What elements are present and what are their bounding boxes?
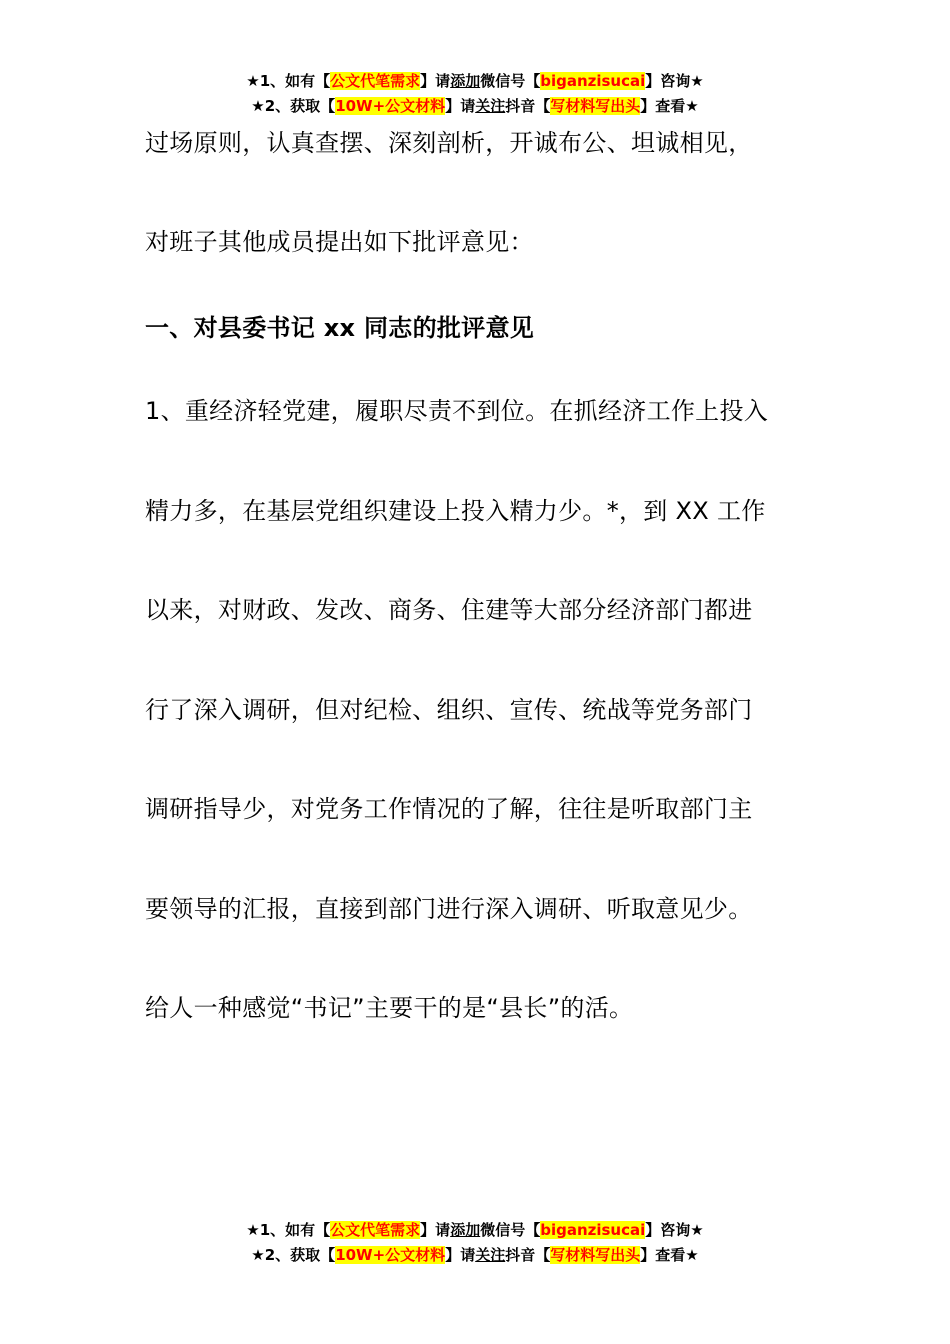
promo-text: 】请 [420,72,451,90]
body-line: 过场原则，认真查摆、深刻剖析，开诚布公、坦诚相见， [145,129,753,157]
promo-text: 抖音【 [505,97,551,115]
body-line: 行了深入调研，但对纪检、组织、宣传、统战等党务部门 [145,696,753,724]
promo-highlight: 10W+公文材料 [335,1246,446,1264]
promo-line-2 [0,94,950,119]
promo-wechat-id: biganzisucai [540,1221,646,1239]
promo-douyin-id: 写材料写出头 [550,97,641,115]
promo-text: ★1、如有【 [246,1221,331,1239]
body-line: 要领导的汇报，直接到部门进行深入调研、听取意见少。 [145,895,753,923]
promo-underlined: 关注 [475,97,506,115]
promo-line-2 [0,1243,950,1268]
promo-wechat-id: biganzisucai [540,72,646,90]
body-line: 以来，对财政、发改、商务、住建等大部分经济部门都进 [145,596,753,624]
promo-highlight: 公文代笔需求 [330,1221,421,1239]
top-promo-banner [0,69,950,119]
promo-text: 】咨询★ [645,72,704,90]
body-line: 给人一种感觉“书记”主要干的是“县长”的活。 [145,994,634,1022]
body-line: 对班子其他成员提出如下批评意见： [145,228,534,256]
bottom-promo-banner [0,1218,950,1268]
promo-text: 】请 [420,1221,451,1239]
promo-text: 抖音【 [505,1246,551,1264]
promo-text: 】查看★ [640,97,699,115]
promo-line-1 [0,1218,950,1243]
promo-text: 】咨询★ [645,1221,704,1239]
promo-underlined: 添加 [450,72,481,90]
promo-line-1 [0,69,950,94]
body-line: 1、重经济轻党建，履职尽责不到位。在抓经济工作上投入 [145,397,769,425]
promo-text: 微信号【 [480,1221,541,1239]
body-line: 调研指导少，对党务工作情况的了解，往往是听取部门主 [145,795,753,823]
promo-underlined: 关注 [475,1246,506,1264]
promo-text: 】请 [445,97,476,115]
promo-text: ★2、获取【 [251,97,336,115]
section-heading: 一、对县委书记 xx 同志的批评意见 [145,314,535,342]
promo-underlined: 添加 [450,1221,481,1239]
promo-text: ★1、如有【 [246,72,331,90]
promo-highlight: 公文代笔需求 [330,72,421,90]
promo-text: 微信号【 [480,72,541,90]
promo-text: ★2、获取【 [251,1246,336,1264]
promo-douyin-id: 写材料写出头 [550,1246,641,1264]
promo-highlight: 10W+公文材料 [335,97,446,115]
body-line: 精力多，在基层党组织建设上投入精力少。*，到 XX 工作 [145,497,766,525]
promo-text: 】请 [445,1246,476,1264]
promo-text: 】查看★ [640,1246,699,1264]
